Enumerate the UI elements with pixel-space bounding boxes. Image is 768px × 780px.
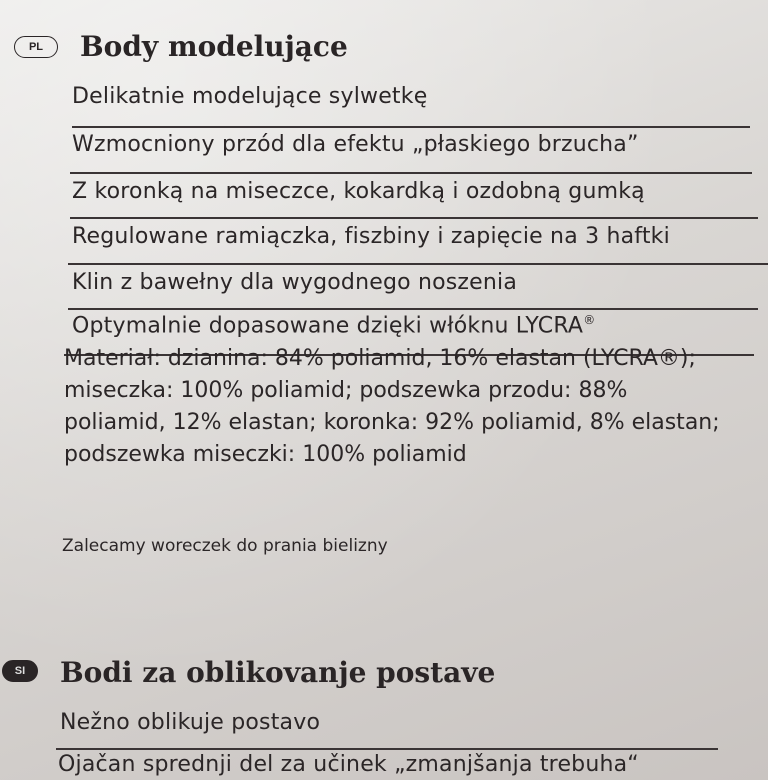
product-title-si: Bodi za oblikovanje postave xyxy=(60,656,496,689)
wash-recommendation: Zalecamy woreczek do prania bielizny xyxy=(62,536,388,556)
product-title-pl: Body modelujące xyxy=(80,30,348,63)
feature-line: Nežno oblikuje postavo xyxy=(60,710,321,735)
feature-line: Ojačan sprednji del za učinek „zmanjšanja trebuha“ xyxy=(58,752,639,777)
language-badge-si: SI xyxy=(2,660,38,682)
registered-mark: ® xyxy=(583,313,596,327)
divider xyxy=(70,172,752,174)
language-badge-pl: PL xyxy=(14,36,58,58)
divider xyxy=(68,308,758,310)
divider xyxy=(72,126,750,128)
feature-text: Optymalnie dopasowane dzięki włóknu LYCRA xyxy=(72,313,584,339)
feature-line: Z koronką na miseczce, kokardką i ozdobną gumką xyxy=(72,179,645,204)
divider xyxy=(68,263,768,265)
divider xyxy=(70,217,758,219)
feature-line: Klin z bawełny dla wygodnego noszenia xyxy=(72,270,518,295)
feature-line: Wzmocniony przód dla efektu „płaskiego brzucha” xyxy=(72,132,639,157)
divider xyxy=(56,748,718,750)
feature-line-lycra xyxy=(72,313,758,338)
material-composition: Materiał: dzianina: 84% poliamid, 16% elastan (LYCRA®); miseczka: 100% poliamid; podszewka przodu: 88% poliamid, 12% elastan; koronka: 92% poliamid, 8% elastan; podszewka miseczki: 100% poliamid xyxy=(64,346,720,467)
feature-line: Regulowane ramiączka, fiszbiny i zapięcie na 3 haftki xyxy=(72,224,670,249)
feature-line: Delikatnie modelujące sylwetkę xyxy=(72,84,428,109)
